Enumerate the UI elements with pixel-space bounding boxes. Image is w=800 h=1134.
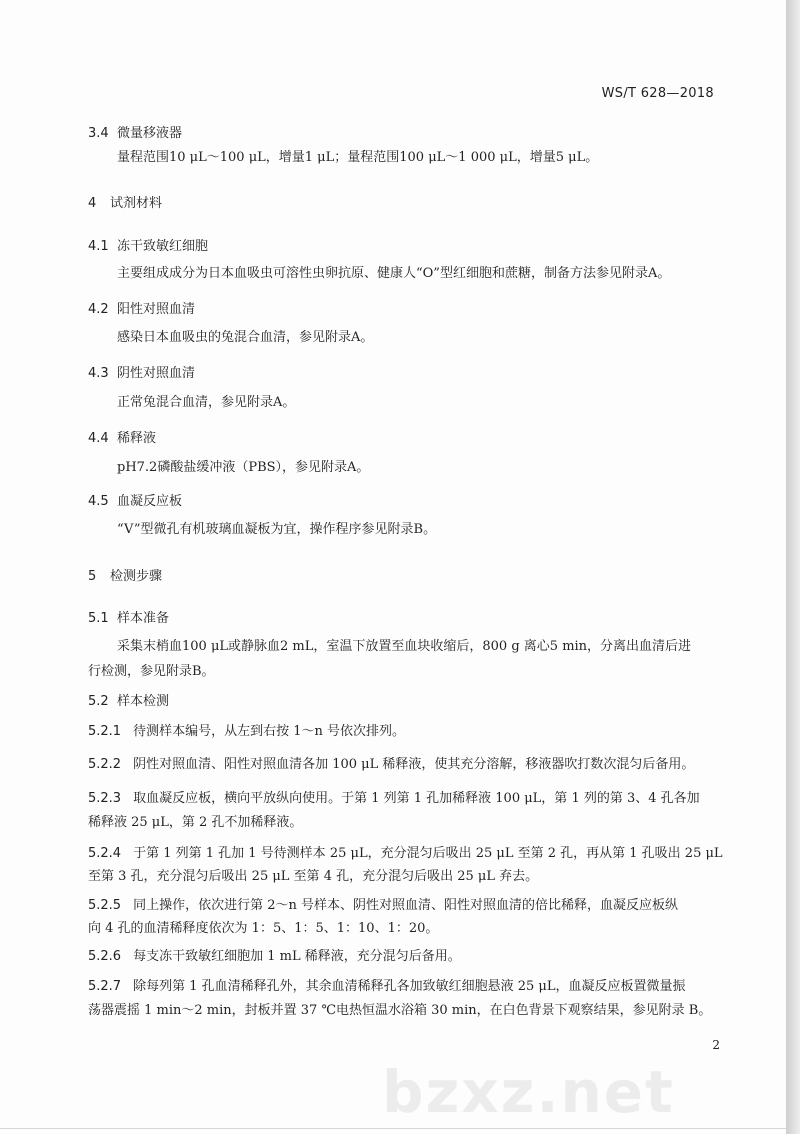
heading-number: 5.1 (88, 611, 109, 626)
paragraph-3-4: 量程范围10 μL～100 μL，增量1 μL；量程范围100 μL～1 000 μL，增量5 μL。 (117, 150, 599, 165)
item-number: 5.2.7 (88, 979, 122, 994)
item-5-2-5-line2: 向 4 孔的血清稀释度依次为 1：5、1：5、1：10、1：20。 (88, 921, 439, 936)
heading-title: 样本准备 (117, 611, 170, 626)
item-5-2-3 (88, 786, 728, 812)
heading-number: 4.4 (88, 431, 109, 446)
item-number: 5.2.1 (88, 724, 122, 739)
paragraph-4-2: 感染日本血吸虫的兔混合血清，参见附录A。 (117, 330, 374, 345)
heading-4-2 (88, 298, 195, 317)
heading-5-2 (88, 690, 169, 709)
paragraph-4-1: 主要组成成分为日本血吸虫可溶性虫卵抗原、健康人“O”型红细胞和蔗糖，制备方法参见附录A。 (117, 266, 671, 281)
item-5-2-6 (88, 944, 728, 970)
heading-number: 5.2 (88, 694, 109, 709)
paragraph-4-4: pH7.2磷酸盐缓冲液（PBS），参见附录A。 (117, 460, 370, 475)
heading-4-3 (88, 362, 195, 381)
item-number: 5.2.6 (88, 949, 122, 964)
item-5-2-1 (88, 719, 728, 745)
heading-4-5 (88, 490, 182, 509)
item-5-2-3-line2: 稀释液 25 μL，第 2 孔不加稀释液。 (88, 815, 303, 830)
item-5-2-2 (88, 752, 728, 778)
heading-title: 阴性对照血清 (117, 366, 196, 381)
item-text: 待测样本编号，从左到右按 1～n 号依次排列。 (133, 724, 405, 739)
heading-title: 试剂材料 (110, 196, 163, 211)
heading-title: 微量移液器 (117, 126, 183, 141)
item-number: 5.2.2 (88, 757, 122, 772)
item-5-2-4-line2: 至第 3 孔，充分混匀后吸出 25 μL 至第 4 孔，充分混匀后吸出 25 μL 弃去。 (88, 869, 539, 884)
heading-number: 4.3 (88, 366, 109, 381)
item-5-2-7-line2: 荡器震摇 1 min～2 min，封板并置 37 ℃电热恒温水浴箱 30 min，在白色背景下观察结果，参见附录 B。 (88, 1003, 712, 1018)
item-text: 每支冻干致敏红细胞加 1 mL 稀释液，充分混匀后备用。 (133, 949, 461, 964)
item-text-line1: 同上操作，依次进行第 2～n 号样本、阴性对照血清、阳性对照血清的倍比稀释，血凝反应板纵 (133, 898, 678, 913)
heading-number: 3.4 (88, 126, 109, 141)
paragraph-5-1-line1: 采集末梢血100 μL或静脉血2 mL，室温下放置至血块收缩后，800 g 离心5 min，分离出血清后进 (117, 639, 692, 654)
item-number: 5.2.3 (88, 791, 122, 806)
heading-4 (88, 192, 162, 211)
heading-title: 检测步骤 (110, 569, 163, 584)
heading-4-1 (88, 235, 208, 254)
paragraph-5-1-line2: 行检测，参见附录B。 (88, 664, 215, 679)
heading-title: 血凝反应板 (117, 494, 183, 509)
standard-code: WS/T 628—2018 (601, 86, 714, 101)
item-number: 5.2.4 (88, 846, 122, 861)
page-edge-shadow (786, 0, 800, 1134)
heading-number: 4.5 (88, 494, 109, 509)
heading-number: 4 (88, 196, 97, 211)
item-text: 阴性对照血清、阳性对照血清各加 100 μL 稀释液，使其充分溶解，移液器吹打数次混匀后备用。 (133, 757, 695, 772)
page-bottom-divider (0, 1128, 786, 1129)
watermark: bzxz.net (382, 1058, 675, 1126)
item-5-2-7 (88, 974, 728, 1000)
paragraph-4-5: “V”型微孔有机玻璃血凝板为宜，操作程序参见附录B。 (117, 522, 437, 537)
heading-title: 样本检测 (117, 694, 170, 709)
page-number: 2 (712, 1038, 720, 1052)
heading-4-4 (88, 427, 156, 446)
heading-title: 阳性对照血清 (117, 302, 196, 317)
item-text-line1: 除每列第 1 孔血清稀释孔外，其余血清稀释孔各加致敏红细胞悬液 25 μL，血凝反应板置微量振 (133, 979, 686, 994)
item-text-line1: 于第 1 列第 1 孔加 1 号待测样本 25 μL，充分混匀后吸出 25 μL 至第 2 孔，再从第 1 孔吸出 25 μL (133, 846, 723, 861)
item-text-line1: 取血凝反应板，横向平放纵向使用。于第 1 列第 1 孔加稀释液 100 μL，第 1 列的第 3、4 孔各加 (133, 791, 700, 806)
heading-number: 5 (88, 569, 97, 584)
paragraph-4-3: 正常兔混合血清，参见附录A。 (117, 395, 296, 410)
heading-title: 冻干致敏红细胞 (117, 239, 209, 254)
heading-number: 4.2 (88, 302, 109, 317)
item-number: 5.2.5 (88, 898, 122, 913)
heading-3-4 (88, 122, 182, 141)
heading-5 (88, 565, 162, 584)
heading-number: 4.1 (88, 239, 109, 254)
heading-5-1 (88, 607, 169, 626)
heading-title: 稀释液 (117, 431, 157, 446)
